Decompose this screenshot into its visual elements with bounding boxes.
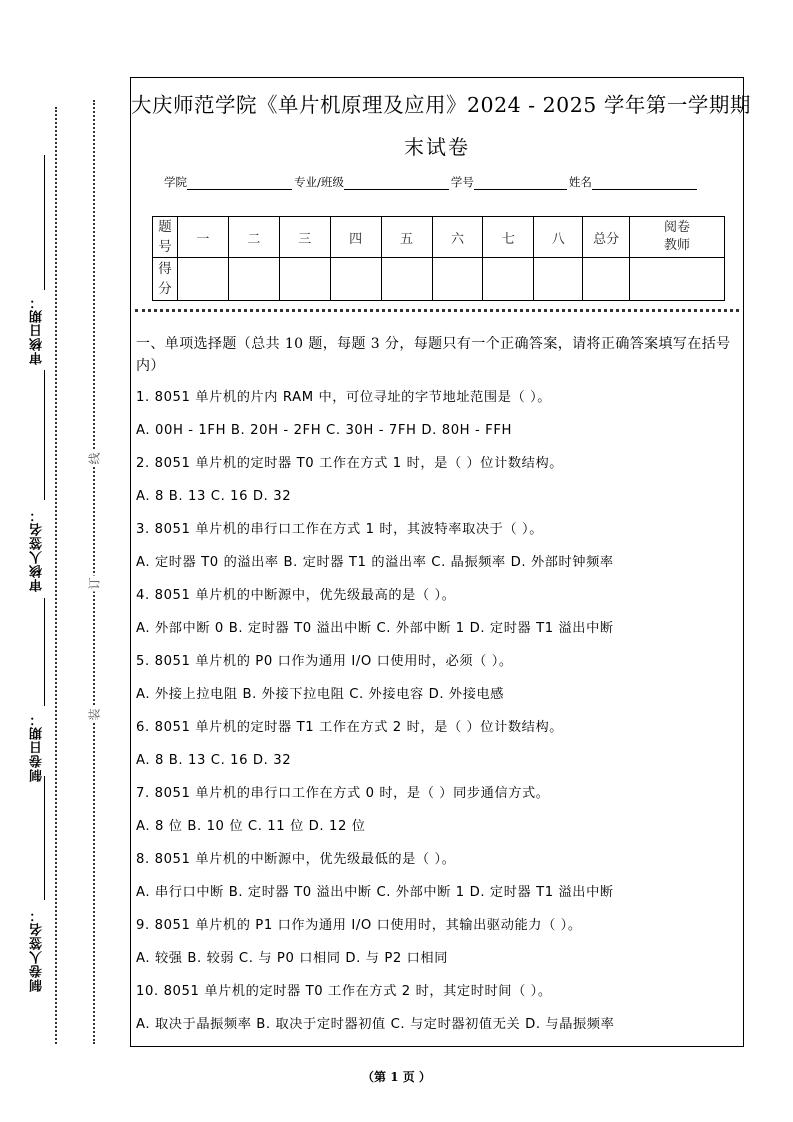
reviewer-signature-label: 审核人签名：: [30, 508, 45, 592]
exam-title-line1: 大庆师范学院《单片机原理及应用》2024 - 2025 学年第一学期期: [131, 93, 751, 117]
binding-char-ding: 订: [87, 577, 102, 590]
question-5: 5. 8051 单片机的 P0 口作为通用 I/O 口使用时，必须（ ）。: [136, 654, 513, 669]
page-number: （第 1 页 ）: [362, 1070, 431, 1084]
name-field[interactable]: [592, 177, 697, 190]
major-class-label: 专业/班级: [294, 175, 344, 189]
col-header-grader: 阅卷教师: [630, 217, 725, 258]
col-header: 一: [177, 217, 228, 258]
score-cell[interactable]: [483, 258, 534, 301]
student-info-row: [164, 174, 699, 190]
student-id-label: 学号: [450, 175, 474, 189]
score-cell[interactable]: [381, 258, 432, 301]
review-date-label: 审核日期：: [30, 295, 45, 365]
question-9-options: A. 较强 B. 较弱 C. 与 P0 口相同 D. 与 P2 口相同: [136, 951, 449, 966]
signature-line: [44, 776, 45, 900]
binding-char-zhuang: 装: [87, 708, 102, 721]
separator-dotted-line: [135, 309, 739, 312]
binding-dotted-line-inner: [93, 100, 95, 1044]
score-cell-grader[interactable]: [630, 258, 725, 301]
college-label: 学院: [164, 175, 187, 189]
college-field[interactable]: [187, 177, 292, 190]
preparer-signature-label: 制卷人签名：: [30, 908, 45, 992]
question-8-options: A. 串行口中断 B. 定时器 T0 溢出中断 C. 外部中断 1 D. 定时器 T1 溢出中断: [136, 885, 614, 900]
col-header: 五: [381, 217, 432, 258]
score-table-score-row: [153, 258, 725, 301]
question-number-header: 题号: [153, 217, 178, 258]
col-header: 二: [228, 217, 279, 258]
major-class-field[interactable]: [344, 177, 449, 190]
score-table: [152, 216, 725, 301]
signature-line: [44, 155, 45, 290]
question-9: 9. 8051 单片机的 P1 口作为通用 I/O 口使用时，其输出驱动能力（ ）。: [136, 918, 582, 933]
question-4-options: A. 外部中断 0 B. 定时器 T0 溢出中断 C. 外部中断 1 D. 定时器 T1 溢出中断: [136, 621, 614, 636]
question-3-options: A. 定时器 T0 的溢出率 B. 定时器 T1 的溢出率 C. 晶振频率 D. 外部时钟频率: [136, 555, 614, 570]
question-8: 8. 8051 单片机的中断源中，优先级最低的是（ ）。: [136, 852, 456, 867]
section-1-heading: 一、单项选择题（总共 10 题，每题 3 分，每题只有一个正确答案，请将正确答案填写在括号内）: [136, 336, 731, 374]
question-5-options: A. 外接上拉电阻 B. 外接下拉电阻 C. 外接电容 D. 外接电感: [136, 687, 505, 702]
name-label: 姓名: [568, 175, 592, 189]
score-cell[interactable]: [177, 258, 228, 301]
signature-line: [44, 370, 45, 500]
col-header: 三: [279, 217, 330, 258]
exam-title-line2: 末试卷: [404, 135, 470, 159]
question-2-options: A. 8 B. 13 C. 16 D. 32: [136, 489, 292, 504]
question-6: 6. 8051 单片机的定时器 T1 工作在方式 2 时，是（ ）位计数结构。: [136, 720, 564, 735]
col-header: 六: [432, 217, 483, 258]
binding-dotted-line-outer: [55, 107, 57, 1044]
score-cell[interactable]: [228, 258, 279, 301]
exam-paper-box: [130, 77, 751, 1047]
question-7: 7. 8051 单片机的串行口工作在方式 0 时，是（ ）同步通信方式。: [136, 786, 550, 801]
col-header: 七: [483, 217, 534, 258]
question-1-options: A. 00H - 1FH B. 20H - 2FH C. 30H - 7FH D. 80H - FFH: [136, 423, 513, 438]
score-cell[interactable]: [279, 258, 330, 301]
score-table-header-row: [153, 217, 725, 258]
score-cell[interactable]: [432, 258, 483, 301]
prepare-date-label: 制卷日期：: [30, 712, 45, 782]
question-7-options: A. 8 位 B. 10 位 C. 11 位 D. 12 位: [136, 819, 366, 834]
col-header-total: 总分: [583, 217, 630, 258]
section-1: [136, 333, 739, 1048]
score-cell[interactable]: [534, 258, 583, 301]
question-2: 2. 8051 单片机的定时器 T0 工作在方式 1 时，是（ ）位计数结构。: [136, 456, 564, 471]
signature-line: [44, 598, 45, 706]
col-header: 四: [330, 217, 381, 258]
student-id-field[interactable]: [474, 177, 567, 190]
question-10: 10. 8051 单片机的定时器 T0 工作在方式 2 时，其定时时间（ ）。: [136, 984, 552, 999]
score-cell-total[interactable]: [583, 258, 630, 301]
question-10-options: A. 取决于晶振频率 B. 取决于定时器初值 C. 与定时器初值无关 D. 与晶振频率: [136, 1017, 615, 1032]
col-header: 八: [534, 217, 583, 258]
binding-char-xian: 线: [87, 452, 102, 465]
score-header: 得分: [153, 258, 178, 301]
score-cell[interactable]: [330, 258, 381, 301]
question-1: 1. 8051 单片机的片内 RAM 中，可位寻址的字节地址范围是（ ）。: [136, 390, 552, 405]
question-4: 4. 8051 单片机的中断源中，优先级最高的是（ ）。: [136, 588, 456, 603]
question-6-options: A. 8 B. 13 C. 16 D. 32: [136, 753, 292, 768]
question-3: 3. 8051 单片机的串行口工作在方式 1 时，其波特率取决于（ ）。: [136, 522, 543, 537]
